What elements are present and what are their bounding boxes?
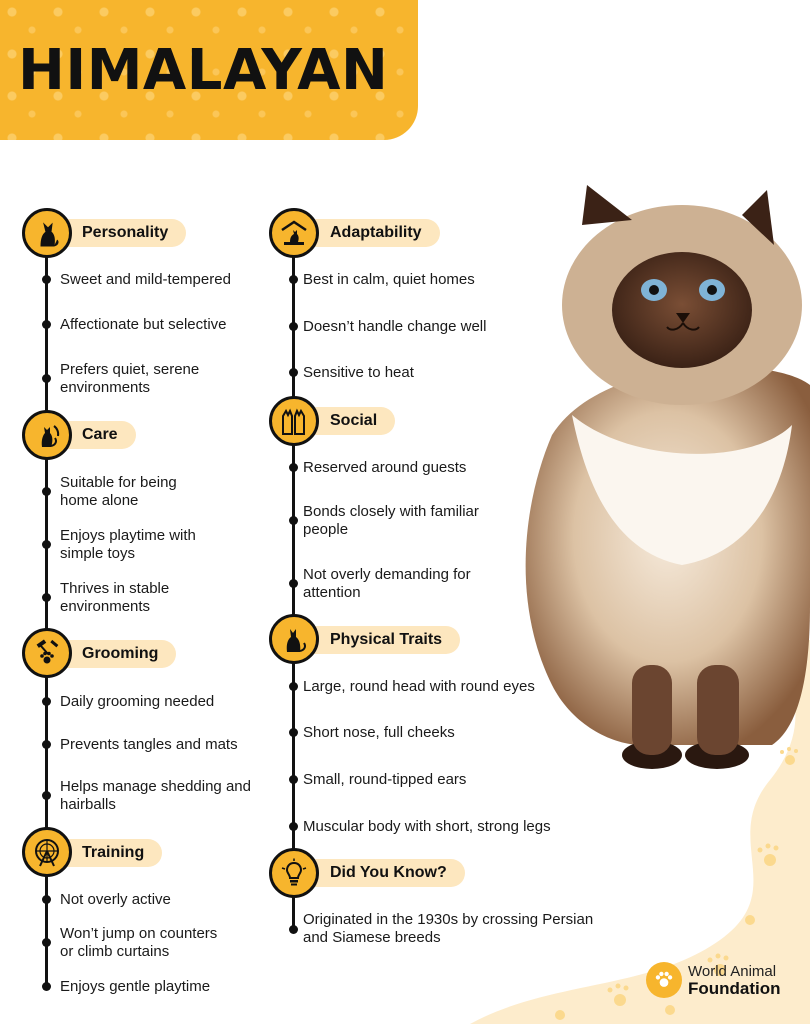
sitting-cat-icon — [22, 410, 72, 460]
adaptability-item: Sensitive to heat — [303, 364, 414, 381]
bullet-dot — [42, 938, 51, 947]
section-title-grooming: Grooming — [52, 640, 176, 668]
bullet-dot — [42, 275, 51, 284]
header-banner — [0, 0, 418, 140]
bullet-dot — [289, 516, 298, 525]
physical-traits-item: Short nose, full cheeks — [303, 724, 455, 741]
section-title-social: Social — [300, 407, 395, 435]
two-cats-icon — [269, 396, 319, 446]
page-title: HIMALAYAN — [18, 38, 389, 103]
bullet-dot — [42, 895, 51, 904]
grooming-item: Prevents tangles and mats — [60, 736, 238, 753]
training-item: Enjoys gentle playtime — [60, 978, 211, 995]
bullet-dot — [42, 487, 51, 496]
bullet-dot — [289, 275, 298, 284]
personality-item: Prefers quiet, serene environments — [60, 361, 200, 396]
physical-traits-item: Large, round head with round eyes — [303, 678, 535, 695]
himalayan-cat-illustration — [512, 185, 810, 780]
bullet-dot — [42, 320, 51, 329]
bullet-dot — [42, 740, 51, 749]
training-item: Not overly active — [60, 891, 171, 908]
social-item: Reserved around guests — [303, 459, 467, 476]
bullet-dot — [289, 463, 298, 472]
bullet-dot — [42, 791, 51, 800]
section-title-physical-traits: Physical Traits — [300, 626, 460, 654]
logo-line-2: Foundation — [688, 979, 781, 998]
physical-traits-item: Muscular body with short, strong legs — [303, 818, 551, 835]
bullet-dot — [289, 822, 298, 831]
adaptability-item: Best in calm, quiet homes — [303, 271, 475, 288]
grooming-item: Daily grooming needed — [60, 693, 215, 710]
personality-item: Affectionate but selective — [60, 316, 227, 333]
cat-body-icon — [269, 614, 319, 664]
bullet-dot — [42, 697, 51, 706]
bullet-dot — [289, 728, 298, 737]
paw-globe-icon — [646, 962, 682, 998]
training-item: Won’t jump on counters or climb curtains — [60, 925, 218, 960]
section-title-training: Training — [52, 839, 162, 867]
logo-line-1: World Animal — [688, 963, 777, 980]
did-you-know-item: Originated in the 1930s by crossing Persian and Siamese breeds — [303, 911, 594, 946]
bullet-dot — [289, 368, 298, 377]
bullet-dot — [42, 593, 51, 602]
brand-logo — [646, 962, 781, 998]
care-item: Thrives in stable environments — [60, 580, 170, 615]
care-item: Enjoys playtime with simple toys — [60, 527, 196, 562]
social-item: Bonds closely with familiar people — [303, 503, 479, 538]
personality-item: Sweet and mild-tempered — [60, 271, 231, 288]
bullet-dot — [289, 775, 298, 784]
section-title-did-you-know: Did You Know? — [300, 859, 465, 887]
bullet-dot — [42, 374, 51, 383]
bullet-dot — [42, 540, 51, 549]
lightbulb-icon — [269, 848, 319, 898]
bullet-dot — [289, 579, 298, 588]
bullet-dot — [289, 682, 298, 691]
adaptability-item: Doesn’t handle change well — [303, 318, 487, 335]
section-title-care: Care — [52, 421, 136, 449]
bullet-dot — [289, 925, 298, 934]
cat-house-icon — [269, 208, 319, 258]
physical-traits-item: Small, round-tipped ears — [303, 771, 467, 788]
hamster-wheel-icon — [22, 827, 72, 877]
bullet-dot — [289, 322, 298, 331]
social-item: Not overly demanding for attention — [303, 566, 471, 601]
bullet-dot — [42, 982, 51, 991]
care-item: Suitable for being home alone — [60, 474, 177, 509]
section-title-personality: Personality — [52, 219, 186, 247]
cat-silhouette-icon — [22, 208, 72, 258]
section-title-adaptability: Adaptability — [300, 219, 440, 247]
grooming-tools-icon — [22, 628, 72, 678]
grooming-item: Helps manage shedding and hairballs — [60, 778, 251, 813]
